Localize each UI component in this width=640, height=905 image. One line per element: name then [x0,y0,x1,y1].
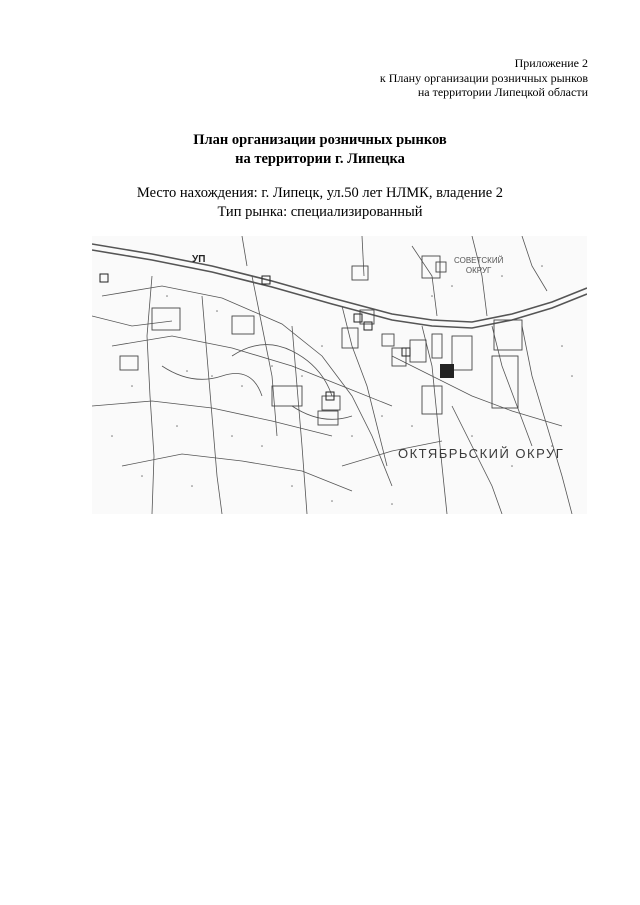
location-text: Место нахождения: г. Липецк, ул.50 лет НЛМК, владение 2 [136,185,504,201]
city-map [92,236,587,514]
market-type-text: Тип рынка: специализированный [217,204,423,220]
map-marker-label: УП [192,254,206,265]
district-label-sovetsky-line-2: ОКРУГ [465,266,492,275]
market-info [0,184,640,222]
document-title [0,131,640,169]
appendix-line-3: на территории Липецкой области [417,85,588,99]
appendix-line-2: к Плану организации розничных рынков [379,70,588,85]
district-label-sovetsky [454,256,503,276]
district-label-sovetsky-line-1: СОВЕТСКИЙ [454,256,504,265]
appendix-line-1: Приложение 2 [514,56,588,70]
district-label-oktyabrsky: ОКТЯБРЬСКИЙ ОКРУГ [398,446,565,461]
map-drawing [92,236,587,514]
title-line-1: План организации розничных рынков [193,132,447,148]
appendix-block [380,56,588,100]
title-line-2: на территории г. Липецка [235,151,405,167]
